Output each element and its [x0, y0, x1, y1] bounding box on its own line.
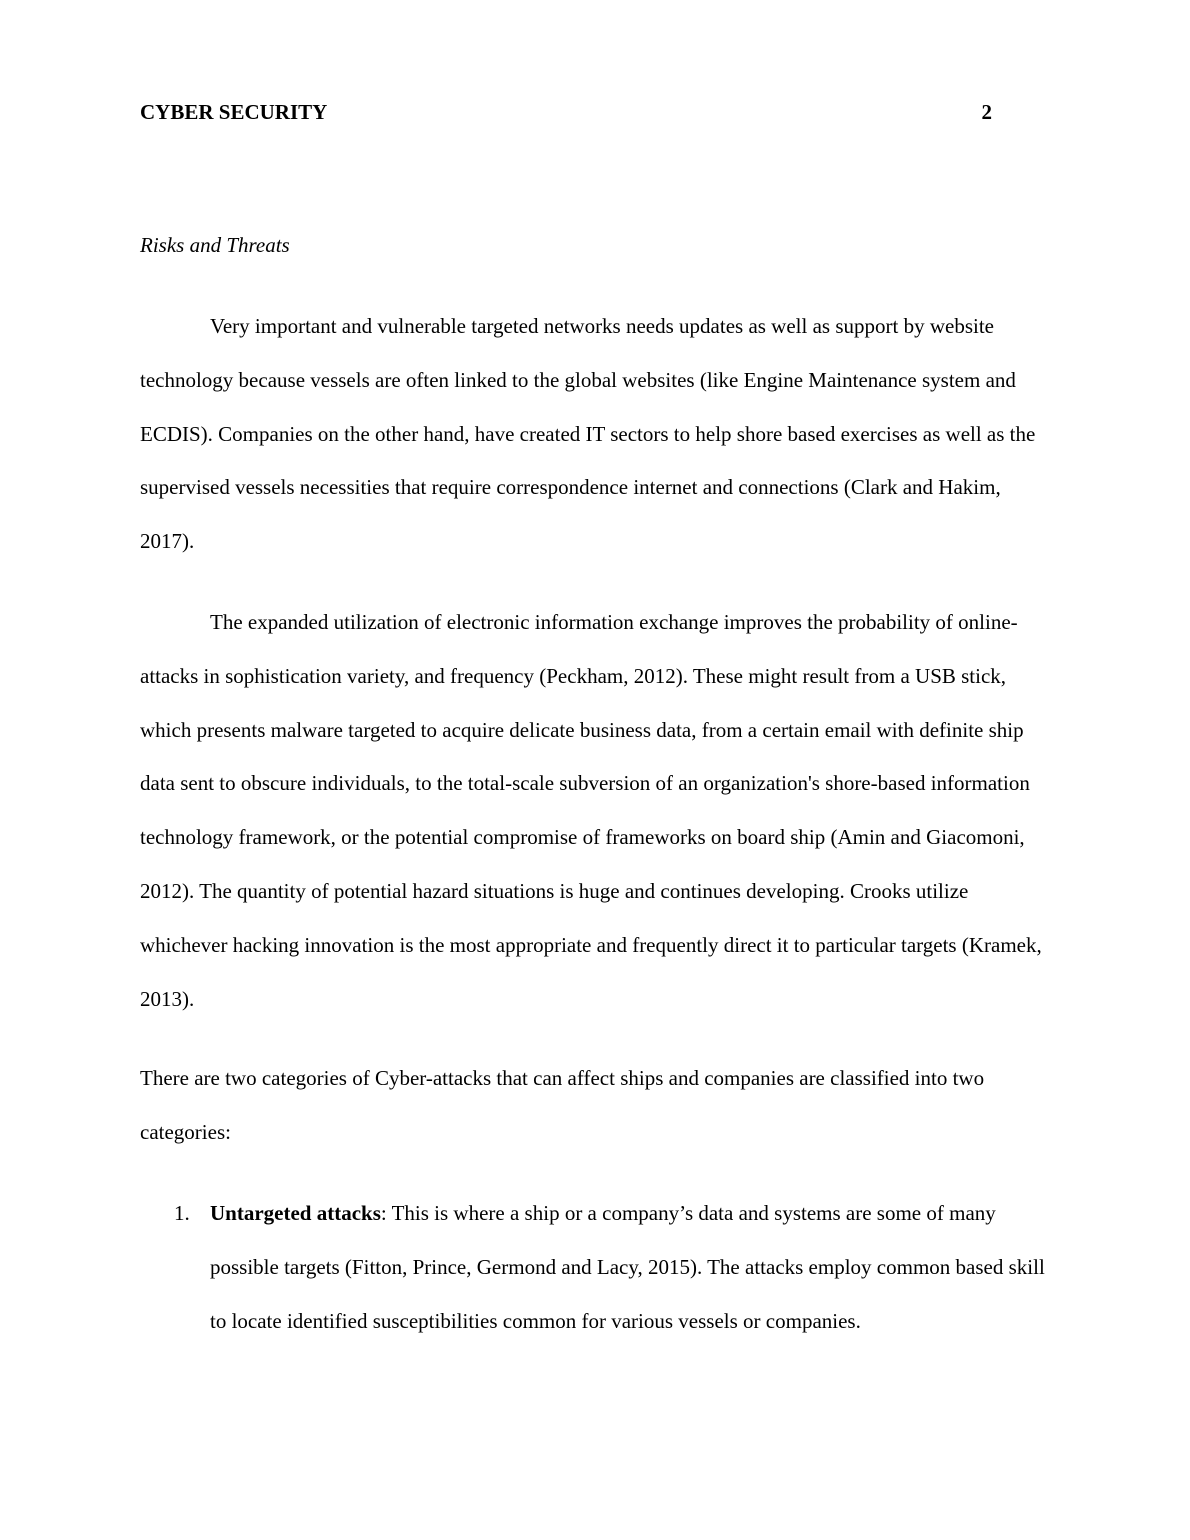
running-head-title: CYBER SECURITY	[140, 100, 328, 124]
body-paragraph-1: Very important and vulnerable targeted networks needs updates as well as support by website technology because vessels are often linked to the global websites (like Engine Maintenance system and ECDIS). Companies on the other hand, have created IT sectors to help shore based exercises as well as the supervised vessels necessities that require correspondence internet and connections (Clark and Hakim, 2017).	[140, 314, 1036, 554]
list-item-text: : This is where a ship or a company’s data and systems are some of many possible targets (Fitton, Prince, Germond and Lacy, 2015). The attacks employ common based skill to locate identified susceptibilities common for various vessels or companies.	[210, 1201, 1045, 1333]
list-item-term: Untargeted attacks	[210, 1201, 381, 1225]
section-heading: Risks and Threats	[140, 233, 290, 257]
list-item-number: 1.	[174, 1201, 190, 1225]
attack-category-list	[140, 1187, 1052, 1348]
body-paragraph-3: There are two categories of Cyber-attacks that can affect ships and companies are classified into two categories:	[140, 1066, 985, 1144]
page-number: 2	[981, 100, 992, 124]
body-paragraph-2: The expanded utilization of electronic information exchange improves the probability of online-attacks in sophistication variety, and frequency (Peckham, 2012). These might result from a USB stick, which presents malware targeted to acquire delicate business data, from a certain email with definite ship data sent to obscure individuals, to the total-scale subversion of an organization's shore-based information technology framework, or the potential compromise of frameworks on board ship (Amin and Giacomoni, 2012). The quantity of potential hazard situations is huge and continues developing. Crooks utilize whichever hacking innovation is the most appropriate and frequently direct it to particular targets (Kramek, 2013).	[140, 610, 1042, 1011]
list-item	[140, 1187, 1052, 1348]
running-head	[140, 96, 992, 128]
